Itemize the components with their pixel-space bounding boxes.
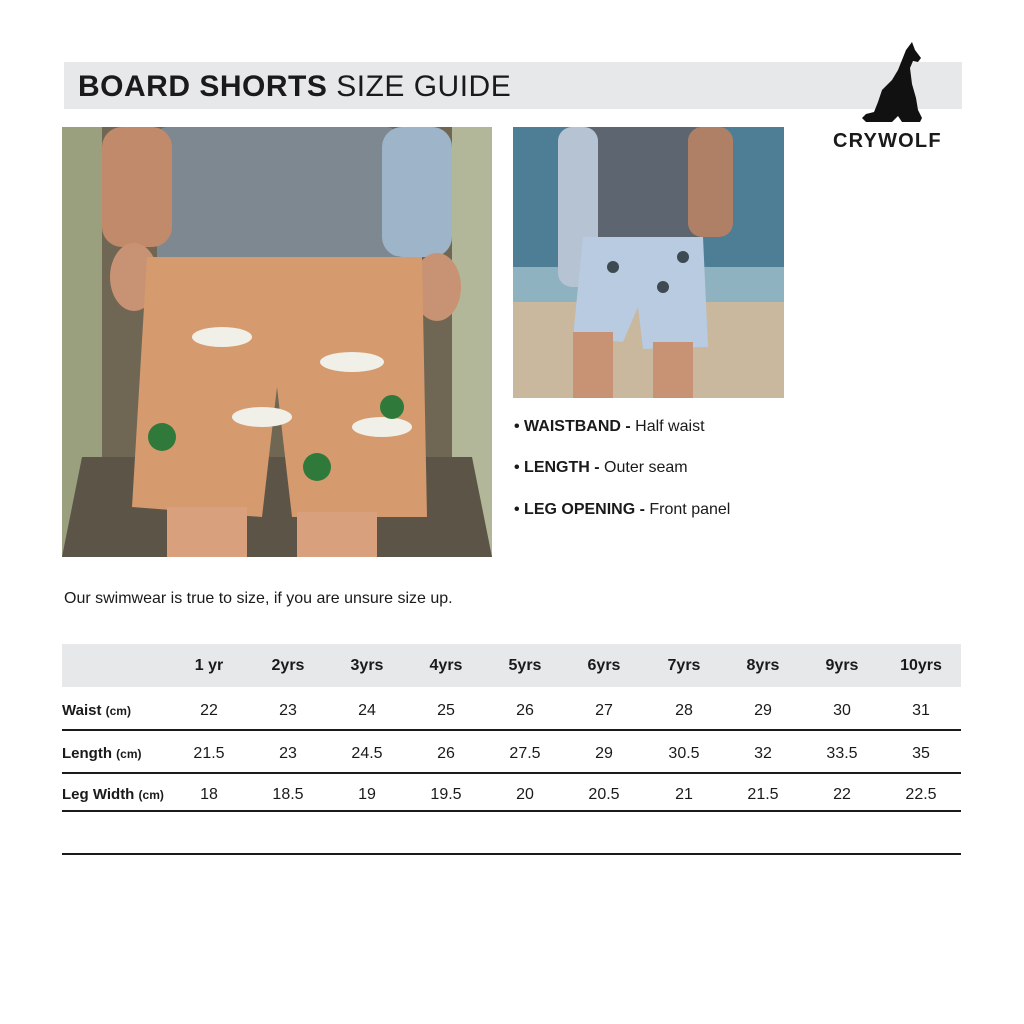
table-cell: 30.5 <box>668 745 700 762</box>
table-cell: 27.5 <box>509 745 541 762</box>
sizing-note: Our swimwear is true to size, if you are unsure size up. <box>64 590 453 607</box>
brand-logo <box>828 40 958 155</box>
table-cell: 31 <box>912 702 930 719</box>
table-bottom-rule <box>62 853 961 855</box>
table-cell: 26 <box>516 702 534 719</box>
table-cell: 19 <box>358 786 376 803</box>
title-light: SIZE GUIDE <box>336 70 512 103</box>
table-cell: 35 <box>912 745 930 762</box>
table-row-waist <box>62 691 961 731</box>
table-cell: 28 <box>675 702 693 719</box>
row-divider <box>62 729 961 731</box>
table-cell: 21.5 <box>193 745 225 762</box>
table-cell: 29 <box>754 702 772 719</box>
table-cell: 25 <box>437 702 455 719</box>
feature-item: • LENGTH - Outer seam <box>514 459 688 476</box>
size-header: 7yrs <box>667 657 701 674</box>
size-header: 8yrs <box>746 657 780 674</box>
row-divider <box>62 772 961 774</box>
table-cell: 27 <box>595 702 613 719</box>
table-cell: 19.5 <box>430 786 462 803</box>
table-cell: 18.5 <box>272 786 304 803</box>
size-header: 10yrs <box>900 657 942 674</box>
brand-name: CRYWOLF <box>833 130 942 152</box>
table-row-leg-width <box>62 775 961 815</box>
size-header: 6yrs <box>587 657 621 674</box>
table-cell: 23 <box>279 702 297 719</box>
feature-item: • WAISTBAND - Half waist <box>514 418 705 435</box>
row-label: Leg Width (cm) <box>62 786 164 803</box>
feature-item: • LEG OPENING - Front panel <box>514 501 731 518</box>
size-header: 1 yr <box>194 657 224 674</box>
table-row-length <box>62 734 961 774</box>
table-cell: 22 <box>833 786 851 803</box>
table-cell: 21.5 <box>747 786 779 803</box>
table-cell: 22 <box>200 702 218 719</box>
table-cell: 32 <box>754 745 772 762</box>
table-cell: 23 <box>279 745 297 762</box>
size-header: 3yrs <box>350 657 384 674</box>
size-header: 4yrs <box>429 657 463 674</box>
table-cell: 26 <box>437 745 455 762</box>
table-cell: 21 <box>675 786 693 803</box>
table-cell: 20.5 <box>588 786 620 803</box>
table-cell: 33.5 <box>826 745 858 762</box>
row-label: Waist (cm) <box>62 702 131 719</box>
row-divider <box>62 810 961 812</box>
table-cell: 20 <box>516 786 534 803</box>
howling-wolf-icon <box>858 40 924 124</box>
size-table-header <box>62 644 961 687</box>
table-cell: 29 <box>595 745 613 762</box>
row-label: Length (cm) <box>62 745 142 762</box>
size-header: 5yrs <box>508 657 542 674</box>
table-cell: 24.5 <box>351 745 383 762</box>
title-bold: BOARD SHORTS <box>78 70 328 103</box>
table-cell: 18 <box>200 786 218 803</box>
product-photo-blue-shorts <box>513 127 784 398</box>
page-title <box>78 70 511 104</box>
product-photo-orange-shorts <box>62 127 492 557</box>
table-cell: 30 <box>833 702 851 719</box>
table-cell: 24 <box>358 702 376 719</box>
table-cell: 22.5 <box>905 786 937 803</box>
size-header: 9yrs <box>825 657 859 674</box>
size-header: 2yrs <box>271 657 305 674</box>
